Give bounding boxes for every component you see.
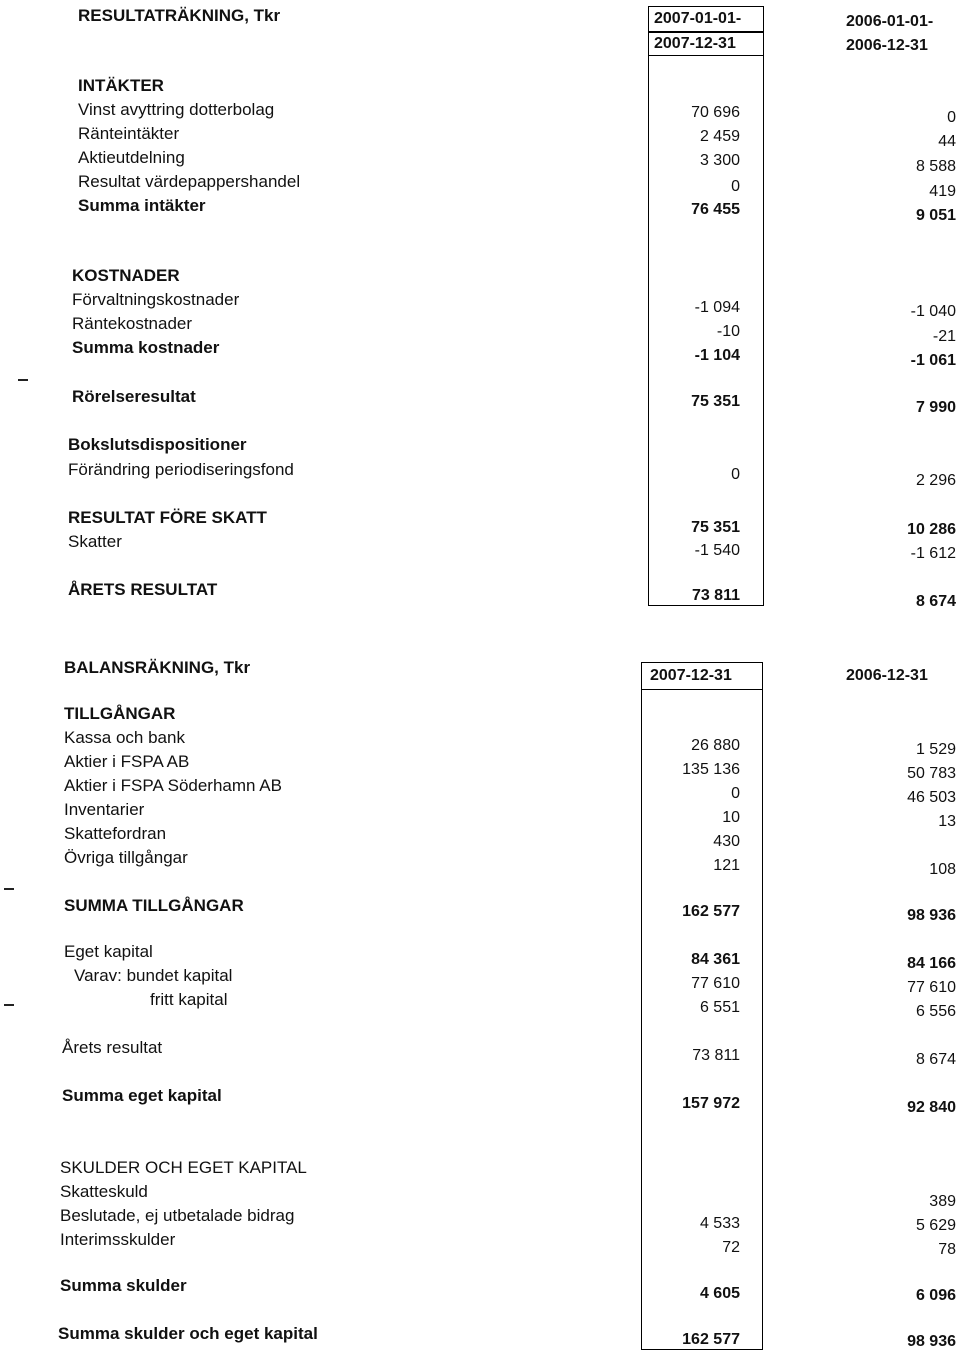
- income-row-value-2006: 0: [947, 109, 956, 126]
- income-section-kostnader: KOSTNADER: [72, 266, 180, 285]
- balance-row-value-2006: 50 783: [907, 765, 956, 782]
- income-row-label: Ränteintäkter: [78, 124, 180, 143]
- balance-row-value-2006: 13: [938, 813, 956, 830]
- income-row-value-2006: 8 588: [915, 158, 956, 175]
- balance-grand-total-value-2007: 162 577: [682, 1331, 740, 1348]
- income-col1-header-end: 2007-12-31: [654, 35, 736, 52]
- income-row-value-2007: -10: [716, 323, 740, 340]
- income-costs-total-label: Summa kostnader: [72, 338, 220, 357]
- income-row-value-2006: -1 612: [910, 545, 956, 562]
- balance-liabilities-total-label: Summa skulder: [60, 1276, 187, 1295]
- income-row-label: Räntekostnader: [72, 314, 193, 333]
- income-row-value-2006: 44: [938, 133, 956, 150]
- balance-grand-total-value-2006: 98 936: [907, 1333, 956, 1350]
- income-row-value-2007: 3 300: [699, 152, 740, 169]
- balance-assets-total-label: SUMMA TILLGÅNGAR: [64, 896, 244, 915]
- income-row-value-2006: 419: [929, 183, 956, 200]
- balance-row-value-2006: 5 629: [915, 1217, 956, 1234]
- balance-equity-total-value-2006: 92 840: [907, 1099, 956, 1116]
- balance-row-label: Övriga tillgångar: [64, 848, 188, 867]
- balance-liabilities-total-value-2007: 4 605: [699, 1285, 740, 1302]
- income-operating-label: Rörelseresultat: [72, 387, 196, 406]
- balance-row-value-2007: 135 136: [682, 761, 740, 778]
- income-costs-total-value-2007: -1 104: [694, 347, 740, 364]
- income-total-value-2007: 76 455: [691, 201, 740, 218]
- balance-row-label: Aktier i FSPA AB: [64, 752, 190, 771]
- balance-col1-header: 2007-12-31: [650, 667, 732, 684]
- balance-row-value-2006: 8 674: [915, 1051, 956, 1068]
- balance-row-value-2007: 0: [731, 785, 740, 802]
- balance-row-value-2006: 46 503: [907, 789, 956, 806]
- income-operating-value-2006: 7 990: [915, 399, 956, 416]
- balance-assets-total-value-2006: 98 936: [907, 907, 956, 924]
- balance-row-value-2007: 4 533: [699, 1215, 740, 1232]
- balance-row-label: Kassa och bank: [64, 728, 185, 747]
- balance-row-value-2007: 26 880: [691, 737, 740, 754]
- income-row-value-2007: 0: [731, 466, 740, 483]
- balance-equity-total-label: Summa eget kapital: [62, 1086, 222, 1105]
- balance-row-label: Skattefordran: [64, 824, 167, 843]
- balance-row-value-2007: 72: [722, 1239, 740, 1256]
- income-row-label: Vinst avyttring dotterbolag: [78, 100, 275, 119]
- balance-title: BALANSRÄKNING, Tkr: [64, 658, 251, 677]
- income-row-value-2007: -1 094: [694, 299, 740, 316]
- balance-row-label: Eget kapital: [64, 942, 153, 961]
- margin-mark: [4, 1004, 14, 1006]
- income-row-label: Förändring periodiseringsfond: [68, 460, 294, 479]
- balance-row-value-2007: 6 551: [699, 999, 740, 1016]
- balance-equity-value-2007: 84 361: [691, 951, 740, 968]
- income-costs-total-value-2006: -1 061: [910, 352, 956, 369]
- income-row-value-2006: -1 040: [910, 303, 956, 320]
- balance-row-value-2006: 1 529: [915, 741, 956, 758]
- balance-row-value-2006: 389: [929, 1193, 956, 1210]
- balance-row-value-2007: 73 811: [692, 1047, 740, 1064]
- income-row-label: Förvaltningskostnader: [72, 290, 240, 309]
- income-pretax-label: RESULTAT FÖRE SKATT: [68, 508, 267, 527]
- balance-row-value-2006: 108: [929, 861, 956, 878]
- balance-row-value-2006: 6 556: [915, 1003, 956, 1020]
- balance-col2-header: 2006-12-31: [846, 667, 928, 684]
- balance-row-label: fritt kapital: [150, 990, 228, 1009]
- balance-row-value-2007: 121: [713, 857, 740, 874]
- margin-mark: [18, 379, 28, 381]
- income-row-value-2007: 2 459: [699, 128, 740, 145]
- income-pretax-value-2007: 75 351: [691, 519, 740, 536]
- balance-grand-total-label: Summa skulder och eget kapital: [58, 1324, 318, 1343]
- income-row-label: Aktieutdelning: [78, 148, 185, 167]
- income-total-label: Summa intäkter: [78, 196, 206, 215]
- balance-row-label: Skatteskuld: [60, 1182, 148, 1201]
- balance-row-value-2007: 10: [722, 809, 740, 826]
- balance-row-label: Interimsskulder: [60, 1230, 176, 1249]
- balance-equity-value-2006: 84 166: [907, 955, 956, 972]
- income-row-value-2007: -1 540: [694, 542, 740, 559]
- balance-row-label: Inventarier: [64, 800, 145, 819]
- income-col2-header-end: 2006-12-31: [846, 37, 928, 54]
- margin-mark: [4, 888, 14, 890]
- income-operating-value-2007: 75 351: [691, 393, 740, 410]
- balance-row-label: Beslutade, ej utbetalade bidrag: [60, 1206, 295, 1225]
- income-title: RESULTATRÄKNING, Tkr: [78, 6, 281, 25]
- balance-row-label: Aktier i FSPA Söderhamn AB: [64, 776, 282, 795]
- income-section-dispositions: Bokslutsdispositioner: [68, 435, 247, 454]
- income-col1-header-start: 2007-01-01-: [654, 10, 742, 27]
- income-net-result-value-2007: 73 811: [691, 587, 740, 604]
- income-row-value-2006: 2 296: [915, 472, 956, 489]
- balance-row-value-2007: 430: [713, 833, 740, 850]
- balance-row-label: Varav: bundet kapital: [74, 966, 233, 985]
- income-row-value-2007: 0: [731, 178, 740, 195]
- balance-assets-total-value-2007: 162 577: [682, 903, 740, 920]
- income-row-label: Resultat värdepappershandel: [78, 172, 301, 191]
- balance-section-assets: TILLGÅNGAR: [64, 704, 176, 723]
- balance-section-liabilities: SKULDER OCH EGET KAPITAL: [60, 1158, 307, 1177]
- balance-equity-total-value-2007: 157 972: [682, 1095, 740, 1112]
- income-total-value-2006: 9 051: [915, 207, 956, 224]
- balance-liabilities-total-value-2006: 6 096: [915, 1287, 956, 1304]
- income-section-intakter: INTÄKTER: [78, 76, 164, 95]
- balance-row-value-2006: 78: [938, 1241, 956, 1258]
- balance-row-value-2006: 77 610: [907, 979, 956, 996]
- income-row-label: Skatter: [68, 532, 122, 551]
- balance-row-label: Årets resultat: [62, 1038, 163, 1057]
- income-net-result-value-2006: 8 674: [915, 593, 956, 610]
- income-header-divider: [648, 31, 764, 33]
- income-net-result-label: ÅRETS RESULTAT: [68, 580, 218, 599]
- income-row-value-2007: 70 696: [691, 104, 740, 121]
- income-pretax-value-2006: 10 286: [907, 521, 956, 538]
- income-row-value-2006: -21: [932, 328, 956, 345]
- income-col2-header-start: 2006-01-01-: [846, 13, 934, 30]
- balance-row-value-2007: 77 610: [691, 975, 740, 992]
